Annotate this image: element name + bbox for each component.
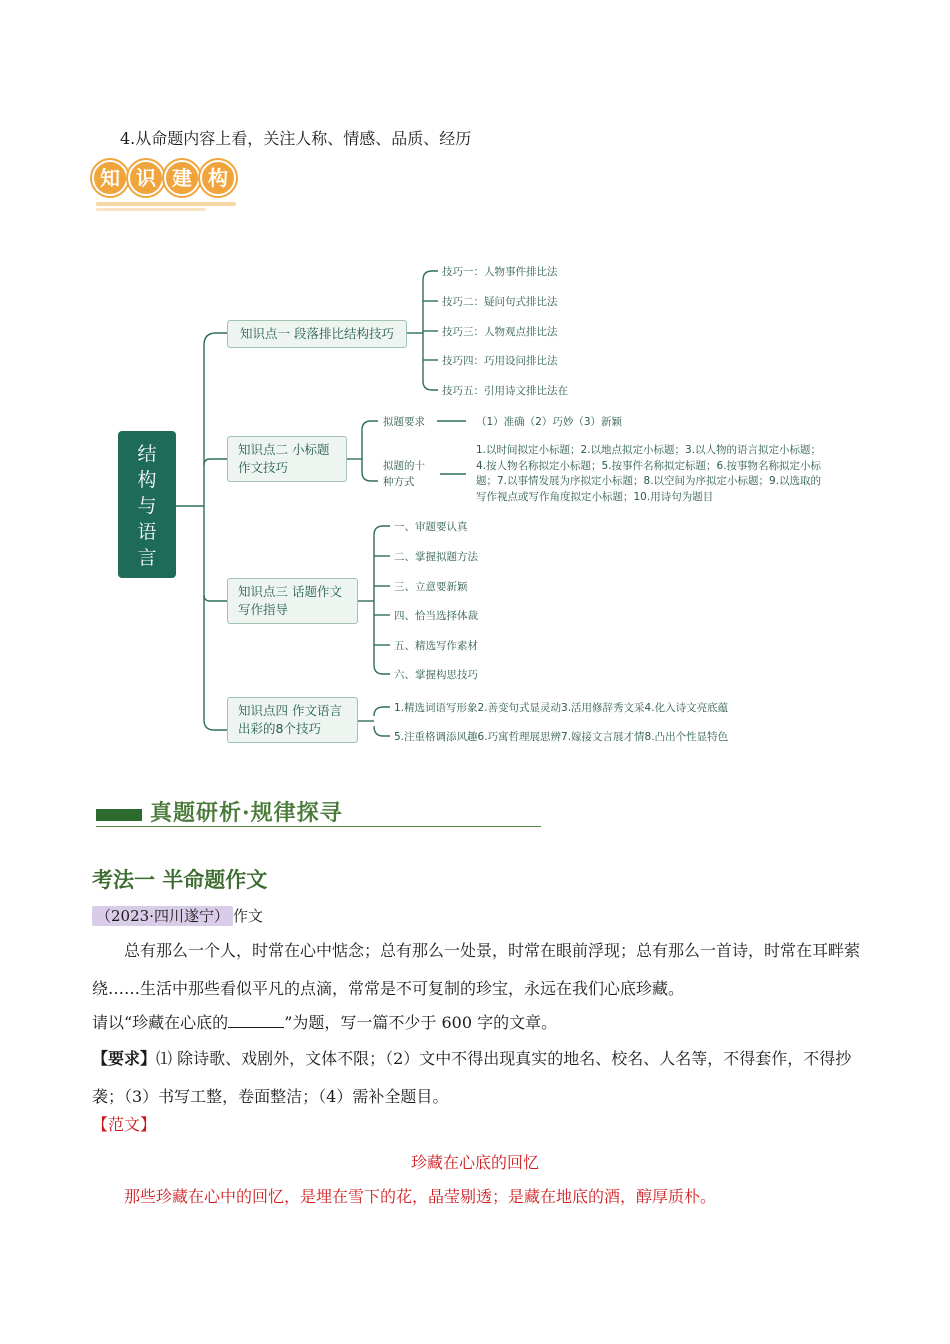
- requirements: [92, 1040, 862, 1116]
- mind-map-node-kp2: 知识点二 小标题 作文技巧: [227, 436, 347, 482]
- prompt-paragraph: 总有那么一个人，时常在心中惦念；总有那么一处景，时常在眼前浮现；总有那么一首诗，时常在耳畔萦绕……生活中那些看似平凡的点滴，常常是不可复制的珍宝，永远在我们心底珍藏。: [92, 941, 861, 998]
- requirement-label: 【要求】: [92, 1049, 157, 1068]
- mind-map-root: 结 构 与 语 言: [118, 431, 176, 578]
- mind-map-leaf: （1）准确（2）巧妙（3）新颖: [476, 416, 623, 428]
- mind-map-leaf: 四、恰当选择体裁: [394, 610, 478, 622]
- mind-map-leaf: 技巧五：引用诗文排比法在: [442, 385, 568, 397]
- source-tag: （2023·四川遂宁）: [92, 906, 233, 926]
- mind-map-leaf: 拟题的十 种方式: [383, 460, 425, 488]
- section-header: [96, 796, 541, 830]
- mind-map: [0, 250, 950, 760]
- mind-map-leaf: 1.以时间拟定小标题；2.以地点拟定小标题；3.以人物的语言拟定小标题；4.按人物名称拟定小标题；5.按事件名称拟定标题；6.按事物名称拟定小标题；7.以事情发展为序拟定小标题；8.以空间为序拟定小标题；9.以选取的写作视点或写作角度拟定小标题；10.用诗句为题目: [476, 444, 822, 503]
- badge-char: 知: [92, 160, 128, 196]
- section-header-rule: [96, 826, 541, 827]
- method-title: 考法一 半命题作文: [92, 868, 268, 892]
- section-badge-knowledge: [92, 160, 252, 212]
- mind-map-leaf: 技巧二：疑问句式排比法: [442, 296, 558, 308]
- mind-map-node-kp3: 知识点三 话题作文 写作指导: [227, 578, 358, 624]
- mind-map-node-kp1: 知识点一 段落排比结构技巧: [227, 320, 407, 348]
- mind-map-leaf: 拟题要求: [383, 416, 425, 428]
- question-source: [92, 905, 263, 926]
- badge-char: 识: [128, 160, 164, 196]
- mind-map-node-kp4: 知识点四 作文语言 出彩的8个技巧: [227, 697, 358, 743]
- mind-map-leaf: 技巧三：人物观点排比法: [442, 326, 558, 338]
- instruction-line: 请以“珍藏在心底的 ”为题，写一篇不少于 600 字的文章。: [92, 1013, 558, 1032]
- badge-char: 建: [164, 160, 200, 196]
- mind-map-leaf: 1.精选词语写形象2.善变句式显灵动3.活用修辞秀文采4.化入诗文亮底蕴: [394, 702, 729, 714]
- sample-essay-title: 珍藏在心底的回忆: [410, 1153, 539, 1172]
- badge-underline: [96, 208, 206, 211]
- mind-map-leaf: 二、掌握拟题方法: [394, 551, 478, 563]
- mind-map-leaf: 技巧四：巧用设问排比法: [442, 355, 558, 367]
- mind-map-leaf: 三、立意要新颖: [394, 581, 468, 593]
- source-suffix: 作文: [232, 907, 263, 925]
- mind-map-leaf: 5.注重格调添风趣6.巧寓哲理展思辨7.嫁接文言展才情8.凸出个性显特色: [394, 731, 729, 743]
- mind-map-leaf: 六、掌握构思技巧: [394, 669, 478, 681]
- badge-char: 构: [200, 160, 236, 196]
- sample-essay-label: 【范文】: [92, 1115, 157, 1134]
- mind-map-leaf: 五、精选写作素材: [394, 640, 478, 652]
- mind-map-leaf: 技巧一：人物事件排比法: [442, 266, 558, 278]
- title-blank: [228, 1014, 284, 1028]
- intro-line: 4.从命题内容上看，关注人称、情感、品质、经历: [120, 129, 472, 148]
- badge-underline: [96, 202, 236, 206]
- sample-essay-first-line: 那些珍藏在心中的回忆，是埋在雪下的花，晶莹剔透；是藏在地底的酒，醇厚质朴。: [124, 1187, 717, 1206]
- section-header-title: 真题研析·规律探寻: [150, 800, 343, 826]
- section-header-bar: [96, 809, 142, 821]
- requirement-text: ⑴ 除诗歌、戏剧外，文体不限；（2）文中不得出现真实的地名、校名、人名等，不得套作，不得抄袭；（3）书写工整，卷面整洁；（4）需补全题目。: [92, 1049, 852, 1106]
- mind-map-leaf: 一、审题要认真: [394, 521, 468, 533]
